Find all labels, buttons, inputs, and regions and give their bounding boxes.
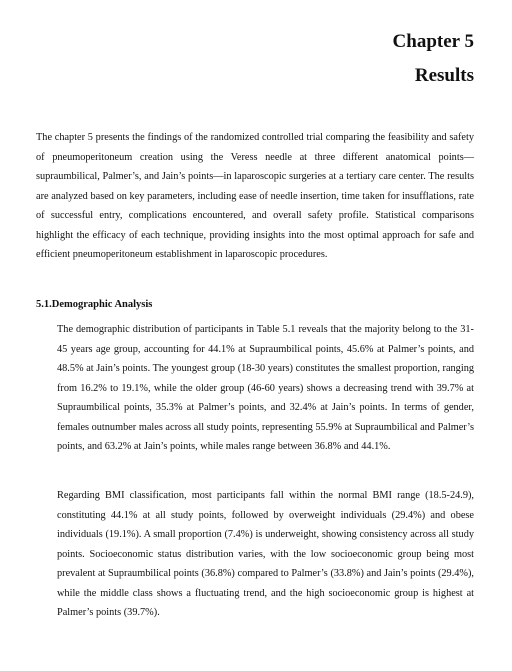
body-paragraph: Regarding BMI classification, most participants fall within the normal BMI range (18.5-24.9), constituting 44.1% at all study points, followed by overweight individuals (29.4%) and obese individuals (19.1%). A small proportion (7.4%) is underweight, showing consistency across all study points. Socioeconomic status distribution varies, with the low socioeconomic group being most prevalent at Supraumbilical points (36.8%) compared to Palmer’s (33.8%) and Jain’s points (29.4%), while the middle class shows a fluctuating trend, and the high socioeconomic group is highest at Palmer’s points (39.7%). — [57, 490, 474, 618]
chapter-label: Chapter 5 — [392, 31, 474, 52]
chapter-title: Results — [414, 65, 474, 86]
section-heading: 5.1.Demographic Analysis — [36, 299, 153, 310]
body-paragraph: The demographic distribution of participants in Table 5.1 reveals that the majority belong to the 31-45 years age group, accounting for 44.1% at Supraumbilical points, 45.6% at Palmer’s points, and 48.5% at Jain’s points. The youngest group (18-30 years) constitutes the smallest proportion, ranging from 16.2% to 19.1%, while the older group (46-60 years) shows a decreasing trend with 39.7% at Supraumbilical points, 35.3% at Palmer’s points, and 32.4% at Jain’s points. In terms of gender, females outnumber males across all study points, representing 55.9% at Supraumbilical and Palmer’s points, and 63.2% at Jain’s points, while males range between 36.8% and 44.1%. — [57, 324, 474, 452]
intro-paragraph: The chapter 5 presents the findings of the randomized controlled trial comparing the feasibility and safety of pneumoperitoneum creation using the Veress needle at three different anatomical points—supraumbilical, Palmer’s, and Jain’s points—in laparoscopic surgeries at a tertiary care center. The results are analyzed based on key parameters, including ease of needle insertion, time taken for insufflations, rate of successful entry, complications encountered, and overall safety profile. Statistical comparisons highlight the efficacy of each technique, providing insights into the most optimal approach for safe and efficient pneumoperitoneum establishment in laparoscopic procedures. — [36, 132, 474, 260]
